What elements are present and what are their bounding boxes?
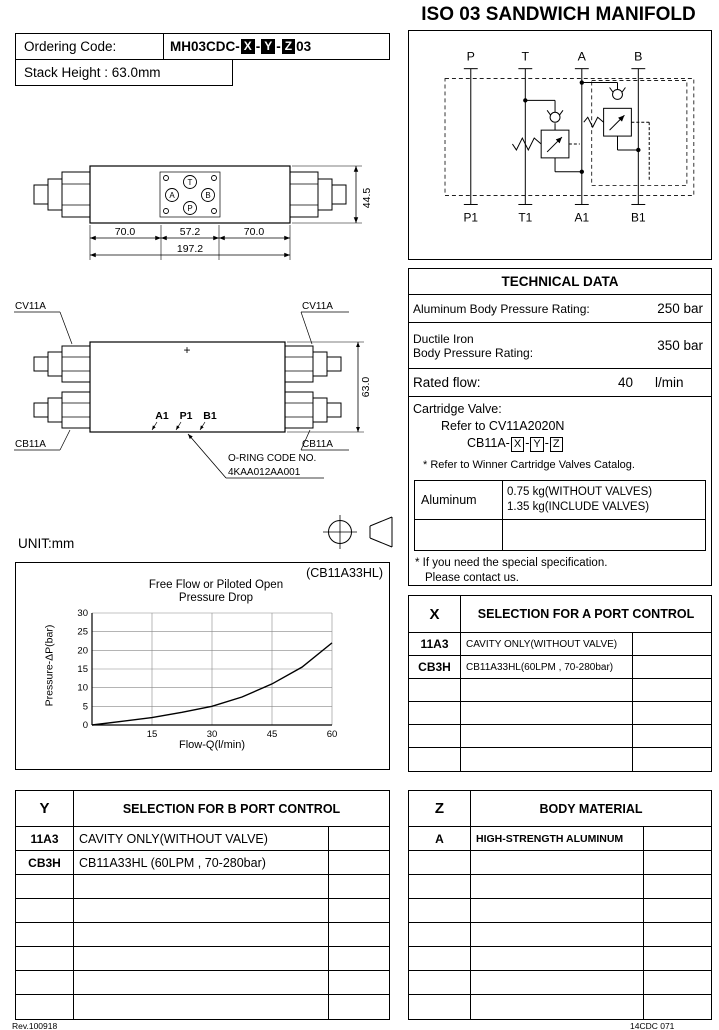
center-plus-mark: + xyxy=(183,343,191,357)
hydraulic-schematic-box xyxy=(408,30,712,260)
weight-with-valves: 1.35 kg(INCLUDE VALVES) xyxy=(507,501,650,513)
port-label-a: A xyxy=(577,49,586,64)
port-label-b1: B1 xyxy=(631,210,646,225)
page-title: ISO 03 SANDWICH MANIFOLD xyxy=(421,4,696,25)
cb11a-left-label: CB11A xyxy=(15,439,46,450)
pressure-rating-aluminum-row xyxy=(409,295,711,323)
table-y-empty-row xyxy=(16,899,389,923)
valve-fitting-right xyxy=(290,172,346,217)
dimension-extension-lines xyxy=(90,166,362,260)
table-x-row-11a3 xyxy=(409,633,711,656)
rated-flow-label: Rated flow: xyxy=(413,374,481,390)
table-z-key: Z xyxy=(409,791,471,826)
dim-197-2: 197.2 xyxy=(176,243,204,255)
option-desc: CAVITY ONLY(WITHOUT VALVE) xyxy=(74,827,329,850)
table-x-key: X xyxy=(409,596,461,632)
option-code: 11A3 xyxy=(16,827,74,850)
svg-text:5: 5 xyxy=(82,701,88,713)
cartridge-sep-1: - xyxy=(525,436,530,450)
port-labels-bottom xyxy=(464,210,646,224)
table-x-row-cb3h xyxy=(409,656,711,679)
counterbalance-valve-a xyxy=(512,100,581,171)
cartridge-code-prefix: CB11A- xyxy=(467,436,510,450)
table-x-header xyxy=(409,596,711,633)
weight-row-empty xyxy=(415,520,705,550)
cartridge-valve-reference: Refer to CV11A2020N xyxy=(441,419,565,433)
table-x-empty-row xyxy=(409,748,711,771)
dimension-lines xyxy=(90,166,356,255)
weight-row xyxy=(415,481,705,520)
cartridge-valve-code xyxy=(413,435,707,452)
table-z-empty-row xyxy=(409,947,711,971)
table-y-empty-row xyxy=(16,875,389,899)
footer-doc-code: 14CDC 071 xyxy=(630,1021,675,1030)
table-x-title: SELECTION FOR A PORT CONTROL xyxy=(477,607,695,621)
iron-label-line1: Ductile Iron xyxy=(413,331,474,346)
svg-text:15: 15 xyxy=(77,664,88,675)
pressure-rating-aluminum-value: 250 bar xyxy=(657,301,703,316)
table-z-row-a xyxy=(409,827,711,851)
manifold-top-view xyxy=(12,296,397,486)
cv11a-right-label: CV11A xyxy=(302,301,333,312)
svg-text:15: 15 xyxy=(146,729,158,740)
ordering-sep-1: - xyxy=(255,39,261,54)
option-desc: CAVITY ONLY(WITHOUT VALVE) xyxy=(461,633,633,655)
rated-flow-row xyxy=(409,369,711,397)
pressure-rating-aluminum-label: Aluminum Body Pressure Rating: xyxy=(413,301,590,316)
ordering-y: Y xyxy=(261,39,275,54)
table-z-empty-row xyxy=(409,923,711,947)
svg-text:0: 0 xyxy=(82,720,88,731)
symbol-port-p: P xyxy=(187,204,193,213)
option-code: 11A3 xyxy=(409,633,461,655)
cartridge-valve-heading: Cartridge Valve: xyxy=(413,402,502,416)
third-angle-projection-icon xyxy=(370,517,392,547)
table-y-header xyxy=(16,791,389,827)
selection-table-x xyxy=(408,595,712,772)
table-y-title: SELECTION FOR B PORT CONTROL xyxy=(122,801,341,816)
option-code: CB3H xyxy=(16,851,74,874)
table-z-empty-row xyxy=(409,971,711,995)
footnote-line1: * If you need the special specification. xyxy=(415,557,608,569)
symbol-port-b: B xyxy=(205,191,211,200)
oring-code-value: 4KAA012AA001 xyxy=(228,467,301,478)
pressure-rating-iron-value: 350 bar xyxy=(657,338,703,353)
port-p1-label: P1 xyxy=(179,410,193,422)
svg-text:30: 30 xyxy=(206,729,218,740)
dim-44-5: 44.5 xyxy=(361,187,373,209)
table-z-empty-row xyxy=(409,875,711,899)
special-spec-footnote xyxy=(409,551,711,586)
chart-variant-label: (CB11A33HL) xyxy=(306,566,383,580)
footnote-line2: Please contact us. xyxy=(425,572,519,584)
table-z-empty-row xyxy=(409,851,711,875)
hydraulic-schematic xyxy=(409,31,711,259)
table-z-header xyxy=(409,791,711,827)
weight-table xyxy=(414,480,706,551)
port-pattern-symbol xyxy=(160,172,220,217)
manifold-front-view xyxy=(18,138,383,270)
port-labels-top xyxy=(467,50,643,64)
port-b1-label: B1 xyxy=(203,410,217,422)
option-desc: CB11A33HL (60LPM , 70-280bar) xyxy=(74,851,329,874)
chart-y-axis-label: Pressure-ΔP(bar) xyxy=(43,624,56,707)
stack-height-box: Stack Height : 63.0mm xyxy=(15,59,233,86)
technical-data-title: TECHNICAL DATA xyxy=(409,269,711,295)
unit-note: UNIT:mm xyxy=(18,536,75,551)
table-y-empty-row xyxy=(16,947,389,971)
pressure-drop-plot xyxy=(62,607,342,757)
ordering-x: X xyxy=(241,39,255,54)
cartridge-code-x: X xyxy=(511,437,524,452)
table-y-key: Y xyxy=(16,791,74,826)
dim-63-0: 63.0 xyxy=(360,376,372,398)
port-label-p1: P1 xyxy=(463,210,479,225)
svg-text:20: 20 xyxy=(77,645,88,657)
table-y-row-11a3 xyxy=(16,827,389,851)
cartridge-fittings-left xyxy=(34,346,90,428)
port-a1-label: A1 xyxy=(155,410,169,422)
target-circle-icon xyxy=(323,515,357,549)
ordering-suffix: 03 xyxy=(296,39,312,54)
symbol-port-t: T xyxy=(187,178,193,187)
symbol-port-a: A xyxy=(169,191,175,200)
port-label-t1: T1 xyxy=(518,210,533,225)
ordering-code-value xyxy=(164,34,389,59)
table-y-empty-row xyxy=(16,971,389,995)
cartridge-sep-2: - xyxy=(544,436,549,450)
ordering-z: Z xyxy=(282,39,295,54)
svg-text:30: 30 xyxy=(77,608,88,619)
selection-table-z xyxy=(408,790,712,1020)
pressure-rating-iron-label xyxy=(413,332,657,360)
chart-title-line1: Free Flow or Piloted Open xyxy=(148,579,284,591)
height-dim-extension xyxy=(287,342,364,432)
dim-70-left: 70.0 xyxy=(114,226,136,238)
pressure-drop-chart-panel xyxy=(15,562,390,770)
option-code: CB3H xyxy=(409,656,461,678)
table-y-empty-row xyxy=(16,995,389,1019)
cb11a-right-label: CB11A xyxy=(302,439,333,450)
rated-flow-value: 40 xyxy=(617,375,633,390)
cartridge-code-y: Y xyxy=(530,437,543,452)
bottom-port-labels xyxy=(152,410,217,430)
dim-57-2: 57.2 xyxy=(179,226,201,238)
dimension-texts xyxy=(115,188,373,255)
projection-symbols xyxy=(318,510,398,555)
ordering-prefix: MH03CDC- xyxy=(170,39,240,54)
table-z-title: BODY MATERIAL xyxy=(539,801,643,816)
chart-x-axis-label: Flow-Q(l/min) xyxy=(179,739,245,751)
table-x-empty-row xyxy=(409,702,711,725)
table-x-empty-row xyxy=(409,725,711,748)
cartridge-code-z: Z xyxy=(550,437,563,452)
footer-revision: Rev.100918 xyxy=(12,1021,58,1030)
ordering-sep-2: - xyxy=(276,39,281,54)
port-label-a1: A1 xyxy=(574,210,590,225)
table-x-empty-row xyxy=(409,679,711,702)
selection-table-y xyxy=(15,790,390,1020)
cartridge-fittings-right xyxy=(285,346,341,428)
weight-values xyxy=(503,481,705,519)
svg-text:10: 10 xyxy=(77,682,88,694)
ordering-code-label: Ordering Code: xyxy=(16,34,164,59)
weight-material: Aluminum xyxy=(415,481,503,519)
rated-flow-unit: l/min xyxy=(655,375,684,390)
table-z-empty-row xyxy=(409,995,711,1019)
table-y-empty-row xyxy=(16,923,389,947)
pressure-rating-iron-row xyxy=(409,323,711,369)
oring-code-label: O-RING CODE NO. xyxy=(228,453,317,464)
table-z-empty-row xyxy=(409,899,711,923)
iron-label-line2: Body Pressure Rating: xyxy=(413,345,534,360)
cartridge-valve-section xyxy=(409,397,711,476)
svg-text:25: 25 xyxy=(77,626,88,638)
port-label-p: P xyxy=(466,49,475,64)
table-y-row-cb3h xyxy=(16,851,389,875)
ordering-code-box xyxy=(15,33,390,60)
dim-70-right: 70.0 xyxy=(243,226,265,238)
weight-without-valves: 0.75 kg(WITHOUT VALVES) xyxy=(507,486,653,498)
svg-text:45: 45 xyxy=(266,729,278,740)
cv11a-left-label: CV11A xyxy=(15,301,46,312)
option-desc: CB11A33HL(60LPM , 70-280bar) xyxy=(461,656,633,678)
chart-title-line2: Pressure Drop xyxy=(178,592,254,604)
technical-data-panel xyxy=(408,268,712,586)
svg-text:60: 60 xyxy=(326,729,338,740)
option-code: A xyxy=(409,827,471,850)
valve-fitting-left xyxy=(34,172,90,217)
option-desc: HIGH-STRENGTH ALUMINUM xyxy=(471,827,644,850)
port-label-b: B xyxy=(634,49,643,64)
catalog-note: * Refer to Winner Cartridge Valves Catalog. xyxy=(423,459,635,471)
port-label-t: T xyxy=(521,49,530,64)
